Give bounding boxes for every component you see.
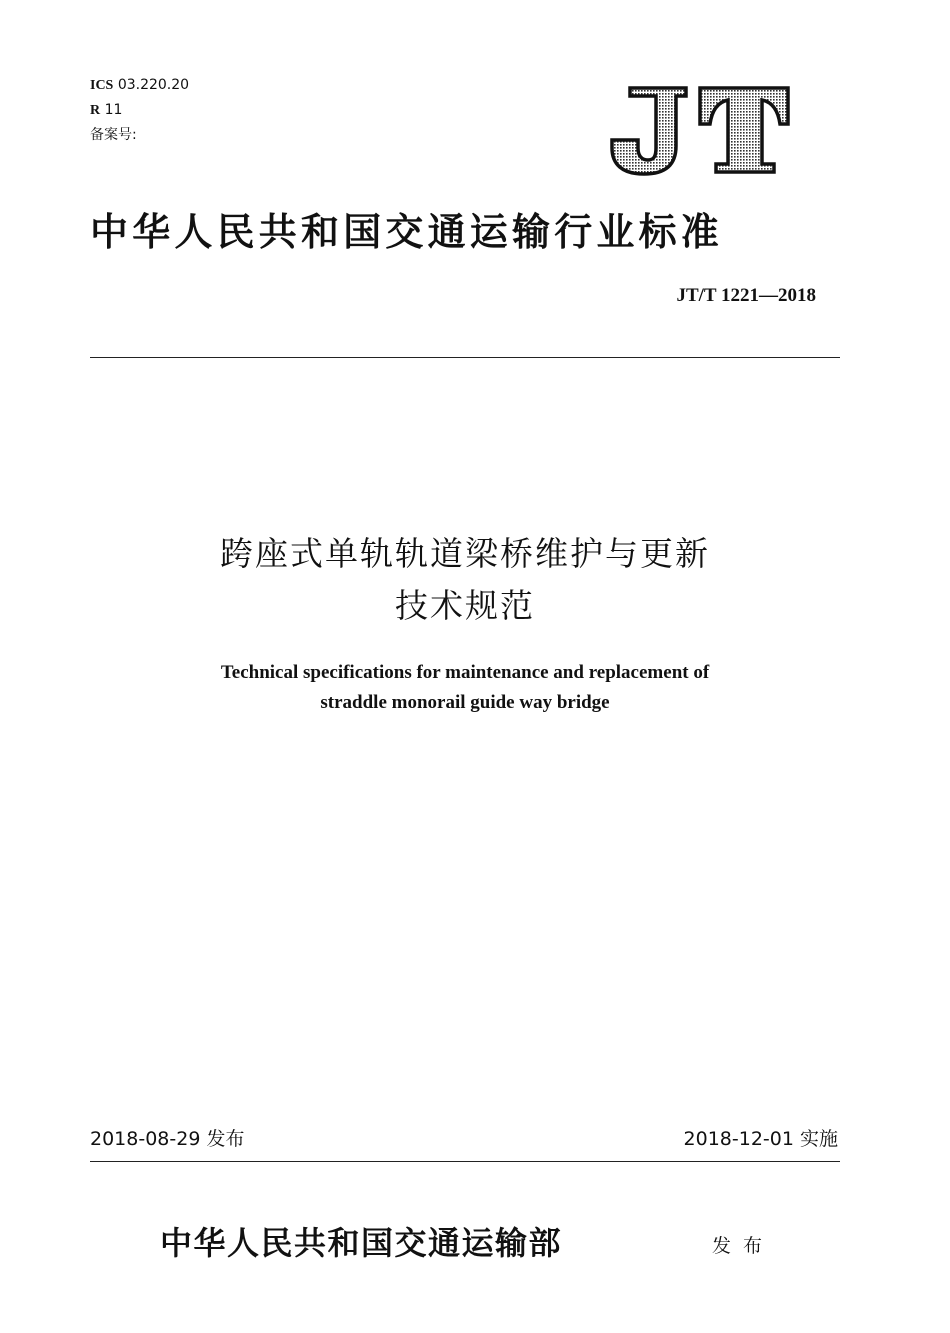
document-title-en-line2: straddle monorail guide way bridge bbox=[320, 692, 610, 713]
standard-category-title: 中华人民共和国交通运输行业标准 bbox=[90, 209, 724, 254]
classification-value: 11 bbox=[104, 102, 123, 118]
issuing-authority: 中华人民共和国交通运输部 bbox=[160, 1224, 563, 1262]
standard-number: JT/T 1221—2018 bbox=[676, 285, 816, 306]
document-title-en-line1: Technical specifications for maintenance and replacement of bbox=[220, 662, 710, 683]
header-divider bbox=[90, 357, 840, 358]
issue-date: 2018-08-29 发布 bbox=[90, 1128, 245, 1150]
ics-code bbox=[90, 77, 189, 94]
ics-tag: ICS bbox=[90, 78, 114, 93]
classification-tag: R bbox=[90, 103, 101, 118]
issue-label: 发布 bbox=[712, 1235, 775, 1257]
document-title-cn-line1: 跨座式单轨轨道梁桥维护与更新 bbox=[220, 534, 710, 573]
footer-divider bbox=[90, 1161, 840, 1162]
ics-value: 03.220.20 bbox=[117, 77, 190, 93]
classification-code bbox=[90, 102, 122, 119]
jt-logo-icon bbox=[608, 84, 792, 176]
implementation-date: 2018-12-01 实施 bbox=[683, 1128, 838, 1150]
document-title-cn-line2: 技术规范 bbox=[395, 586, 535, 625]
record-number-label: 备案号: bbox=[90, 127, 137, 143]
